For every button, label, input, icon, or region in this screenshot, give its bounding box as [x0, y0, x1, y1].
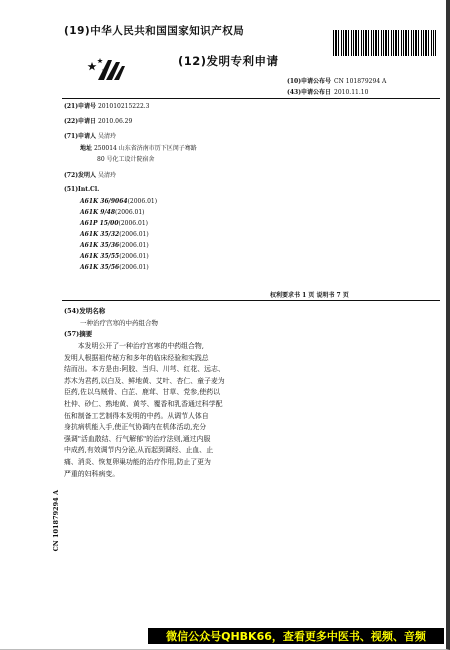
- invention-title: 一种治疗宫寒的中药组合物: [80, 319, 158, 327]
- ipc-code: A61K 9/48: [80, 209, 116, 216]
- address-label: 地址: [80, 145, 93, 152]
- abstract-line: 结而出。本方是由:阿胶、当归、川芎、红花、远志、: [64, 365, 225, 374]
- page-count-info: 权利要求书 1 页 说明书 7 页: [270, 292, 349, 299]
- abstract-text: [64, 341, 244, 480]
- publication-info: [287, 76, 386, 98]
- abstract-line: 严重的妇科病变。: [64, 469, 120, 478]
- ipc-item: [80, 209, 145, 216]
- abstract-line: 本发明公开了一种治疗宫寒的中药组合物,: [64, 342, 205, 350]
- title-section-label: (54)发明名称: [64, 307, 106, 315]
- abstract-line: 强调"活血散结、行气解郁"的治疗法则,通过内服: [64, 434, 211, 443]
- office-name: (19)中华人民共和国国家知识产权局: [64, 25, 245, 37]
- patent-office-emblem-icon: [86, 56, 126, 82]
- applicant-name: 吴清玲: [97, 133, 116, 140]
- ipc-year: (2006.01): [119, 253, 149, 260]
- ipc-code: A61K 35/32: [80, 231, 120, 238]
- ipc-code: A61P 15/00: [80, 220, 119, 227]
- filing-date: 2010.06.29: [97, 118, 133, 125]
- abstract-line: 身抗病机能入手,使正气协调内在机体活动,充分: [64, 423, 207, 432]
- ipc-item: [80, 264, 149, 271]
- pub-date-label: (43)申请公布日: [287, 89, 332, 96]
- ipc-year: (2006.01): [115, 209, 145, 216]
- pub-number: CN 101879294 A: [334, 78, 387, 85]
- app-number: 201010215222.3: [97, 103, 150, 110]
- barcode-image: [333, 30, 436, 56]
- section-divider: [62, 300, 440, 301]
- ipc-year: (2006.01): [127, 198, 158, 205]
- pub-number-label: (10)申请公布号: [287, 78, 332, 85]
- side-publication-number: CN 101879294 A: [52, 490, 60, 552]
- promo-banner: 微信公众号QHBK66，查看更多中医书、视频、音频: [148, 628, 444, 644]
- ipc-code: A61K 35/55: [80, 253, 120, 260]
- abstract-line: 痛、消炎、恢复卵巢功能的治疗作用,防止了更为: [64, 457, 211, 466]
- abstract-line: 伍和制备工艺制得本发明的中药。从调节人体自: [64, 411, 209, 420]
- abstract-line: 苏木为君药,以白及、鲜地黄、艾叶、杏仁、童子麦为: [64, 376, 225, 385]
- intcl-label: (51)Int.Cl.: [64, 186, 100, 193]
- abstract-line: 臣药,佐以乌贼骨、白芷、鹿茸、甘草、党参,使药以: [64, 388, 220, 397]
- ipc-year: (2006.01): [119, 231, 149, 238]
- ipc-year: (2006.01): [119, 264, 149, 271]
- abstract-line: 中成药,有效调节内分泌,从而起到调经、止血、止: [64, 446, 214, 455]
- abstract-line: 发明人根据祖传秘方和多年的临床经验和实践总: [64, 353, 209, 362]
- ipc-year: (2006.01): [118, 220, 148, 227]
- inventor-label: (72)发明人: [64, 172, 97, 179]
- ipc-code: A61K 35/56: [80, 264, 120, 271]
- abstract-label: (57)摘要: [64, 330, 93, 338]
- inventor-name: 吴清玲: [97, 172, 116, 179]
- header-divider: [62, 98, 440, 99]
- document-type: (12)发明专利申请: [178, 54, 279, 68]
- filing-date-label: (22)申请日: [64, 118, 97, 125]
- applicant-label: (71)申请人: [64, 133, 97, 140]
- ipc-item: [80, 220, 148, 227]
- ipc-item: [80, 242, 149, 249]
- address-line-1: 250014 山东省济南市历下区闵子骞路: [93, 145, 197, 152]
- address-line-2: 80 号化工设计院宿舍: [97, 156, 155, 163]
- ipc-item: [80, 231, 149, 238]
- ipc-year: (2006.01): [119, 242, 149, 249]
- ipc-code: A61K 36/9064: [80, 198, 128, 205]
- abstract-line: 杜仲、砂仁、熟地黄、黄芩、覆香和乳香通过科学配: [64, 399, 223, 408]
- app-number-label: (21)申请号: [64, 103, 97, 110]
- ipc-item: [80, 253, 149, 260]
- ipc-code: A61K 35/36: [80, 242, 120, 249]
- ipc-item: [80, 198, 157, 205]
- pub-date: 2010.11.10: [334, 89, 369, 96]
